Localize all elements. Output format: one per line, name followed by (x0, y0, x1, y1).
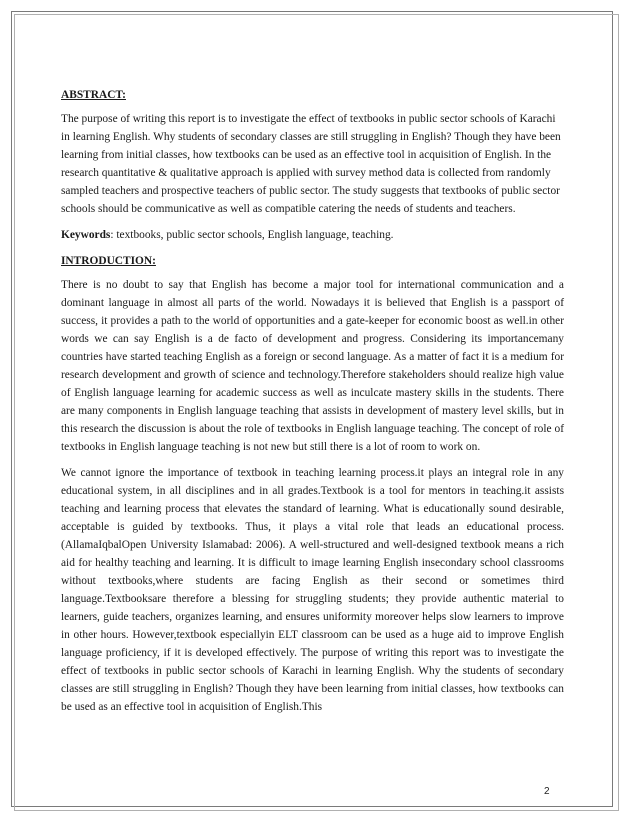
abstract-heading: ABSTRACT: (61, 89, 126, 101)
keywords-label: Keywords (61, 229, 111, 241)
document-body (61, 86, 564, 724)
introduction-paragraph-2: We cannot ignore the importance of textbook in teaching learning process.it plays an integral role in any educational system, in all disciplines and in all grades.Textbook is a tool for mentors in teaching.it assists teaching and learning process that elevates the standard of learning. What is educationally sound desirable, acceptable is guided by textbooks. Thus, it plays a vital role that leads an educational process. (AllamaIqbalOpen University Islamabad: 2006). A well-structured and well-designed textbook means a rich aid for healthy teaching and learning. It is difficult to image learning English insecondary school classrooms without textbooks,where students are facing English as their second or sometimes third language.Textbooksare therefore a blessing for struggling students; they provide authentic material to learners, guide teachers, organizes learning, and ensures uniformity moreover helps slow learners to improve in other hours. However,textbook especiallyin ELT classroom can be used as a huge aid to improve English language proficiency, if it is developed effectively. The purpose of writing this report was to investigate the effect of textbooks in public sector schools of Karachi in learning English. Why the students of secondary classes are still struggling in English? Though they have been learning from initial classes, how textbooks can be used as an effective tool in acquisition of English.This (61, 467, 564, 713)
keywords-line (61, 226, 564, 244)
introduction-heading: INTRODUCTION: (61, 255, 156, 267)
introduction-paragraph-1: There is no doubt to say that English has become a major tool for international communication and a dominant language in almost all parts of the world. Nowadays it is believed that English is a passport of success, it provides a path to the world of opportunities and a gate-keeper for economic boost as well.in other words we can say English is a de facto of development and progress. Considering its importancemany countries have started teaching English as a foreign or second language. As a matter of fact it is a medium for research development and growth of science and technology.Therefore stakeholders should realize high value of English language learning for academic success as well as inculcate mastery skills in the students. There are many components in English language teaching that assists in development of mastery level skills, but in this research the discussion is about the role of textbooks in English language teaching. The concept of role of textbooks in English language teaching is not new but still there is a lot of room to work on. (61, 279, 564, 453)
keywords-text: : textbooks, public sector schools, English language, teaching. (110, 229, 394, 241)
page-number: 2 (544, 786, 550, 797)
abstract-paragraph: The purpose of writing this report is to investigate the effect of textbooks in public sector schools of Karachi in learning English. Why students of secondary classes are still struggling in English? Though they have been learning from initial classes, how textbooks can be used as an effective tool in acquisition of English. In the research quantitative & qualitative approach is applied with survey method data is collected from randomly sampled teachers and prospective teachers of public sector. The study suggests that textbooks of public sector schools should be communicative as well as compatible catering the needs of students and teachers. (61, 113, 561, 215)
